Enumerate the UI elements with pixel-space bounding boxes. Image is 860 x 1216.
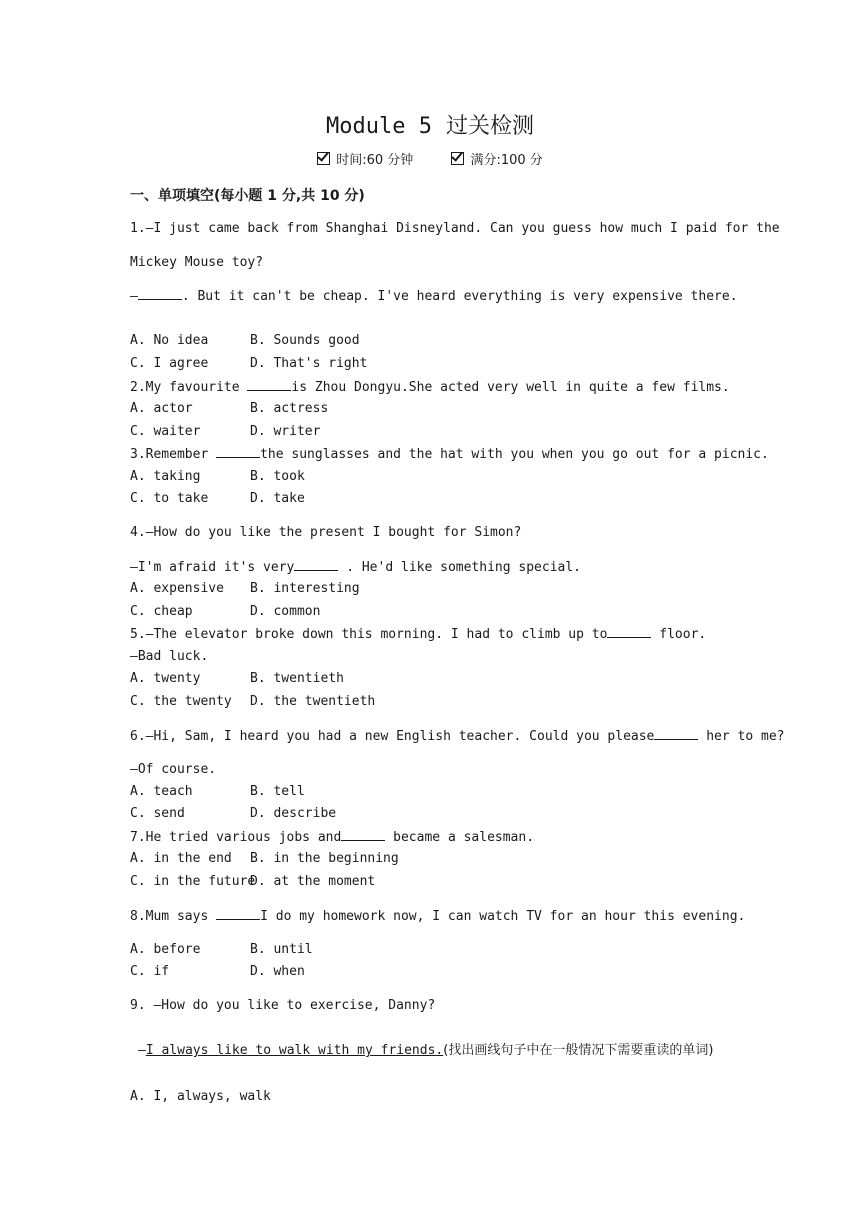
q7-options-row2: [130, 873, 376, 891]
q9-stem: 9. —How do you like to exercise, Danny?: [130, 998, 436, 1013]
exam-time: 时间:60 分钟: [336, 153, 414, 168]
exam-title: [0, 113, 860, 141]
q1-answer-line: — . But it can't be cheap. I've heard everything is very expensive there.: [130, 289, 738, 304]
q5-options-row2: [130, 693, 376, 711]
exam-meta: [0, 151, 860, 171]
answer-blank: [341, 828, 385, 841]
title-chinese: 过关检测: [445, 114, 534, 139]
option-d: D. That's right: [250, 356, 368, 371]
option-b: B. actress: [250, 401, 329, 416]
option-c: C. I agree: [130, 356, 209, 371]
answer-blank: [607, 625, 651, 638]
option-a: A. I, always, walk: [130, 1089, 271, 1104]
q4-options-row1: [130, 580, 360, 598]
q7-stem: 7.He tried various jobs and became a salesman.: [130, 830, 535, 845]
option-d: D. at the moment: [250, 874, 376, 889]
option-b: B. tell: [250, 784, 305, 799]
option-c: C. if: [130, 964, 170, 979]
option-c: C. in the future: [130, 874, 256, 889]
q5-reply: —Bad luck.: [130, 649, 209, 664]
q4-stem: 4.—How do you like the present I bought for Simon?: [130, 525, 522, 540]
option-a: A. taking: [130, 469, 201, 484]
answer-blank: [216, 907, 260, 920]
q1-options-row1: [130, 332, 360, 350]
q7-options-row1: [130, 850, 399, 868]
option-a: A. twenty: [130, 671, 201, 686]
q3-options-row2: [130, 490, 305, 508]
answer-blank: [138, 287, 182, 300]
q3-stem: 3.Remember the sunglasses and the hat with you when you go out for a picnic.: [130, 447, 769, 462]
option-d: D. writer: [250, 424, 321, 439]
underlined-sentence: I always like to walk with my friends.: [145, 1043, 444, 1058]
q6-options-row2: [130, 805, 337, 823]
exam-score: 满分:100 分: [470, 153, 543, 168]
option-a: A. teach: [130, 784, 193, 799]
q5-options-row1: [130, 670, 344, 688]
option-b: B. Sounds good: [250, 333, 360, 348]
q1-options-row2: [130, 355, 368, 373]
q8-options-row2: [130, 963, 305, 981]
section-heading: 一、单项填空(每小题 1 分,共 10 分): [130, 188, 365, 204]
option-d: D. common: [250, 604, 321, 619]
option-c: C. send: [130, 806, 185, 821]
q9-reply: —I always like to walk with my friends.(找出画线句子中在一般情况下需要重读的单词): [138, 1043, 714, 1058]
option-c: C. to take: [130, 491, 209, 506]
answer-blank: [294, 558, 338, 571]
option-d: D. take: [250, 491, 305, 506]
option-d: D. when: [250, 964, 305, 979]
q9-instruction: (找出画线句子中在一般情况下需要重读的单词): [443, 1043, 714, 1058]
title-module: Module 5: [326, 114, 432, 139]
option-b: B. until: [250, 942, 313, 957]
q9-options-row1: [130, 1088, 271, 1106]
q2-options-row1: [130, 400, 329, 418]
option-c: C. the twenty: [130, 694, 232, 709]
option-a: A. in the end: [130, 851, 232, 866]
checkbox-icon: [451, 152, 464, 165]
q8-options-row1: [130, 941, 313, 959]
answer-blank: [654, 727, 698, 740]
option-a: A. expensive: [130, 581, 224, 596]
q1-stem-line2: Mickey Mouse toy?: [130, 255, 264, 270]
option-a: A. No idea: [130, 333, 209, 348]
option-c: C. cheap: [130, 604, 193, 619]
option-b: B. twentieth: [250, 671, 344, 686]
q3-options-row1: [130, 468, 305, 486]
q2-options-row2: [130, 423, 321, 441]
answer-blank: [247, 378, 291, 391]
q6-options-row1: [130, 783, 305, 801]
option-a: A. before: [130, 942, 201, 957]
option-a: A. actor: [130, 401, 193, 416]
option-b: B. in the beginning: [250, 851, 399, 866]
q4-answer-line: —I'm afraid it's very . He'd like something special.: [130, 560, 582, 575]
q6-stem: 6.—Hi, Sam, I heard you had a new English teacher. Could you please her to me?: [130, 729, 785, 744]
checkbox-icon: [317, 152, 330, 165]
q4-options-row2: [130, 603, 321, 621]
q1-stem-line1: 1.—I just came back from Shanghai Disneyland. Can you guess how much I paid for the: [130, 221, 780, 236]
answer-blank: [216, 445, 260, 458]
option-c: C. waiter: [130, 424, 201, 439]
option-d: D. the twentieth: [250, 694, 376, 709]
option-b: B. took: [250, 469, 305, 484]
option-d: D. describe: [250, 806, 337, 821]
q6-reply: —Of course.: [130, 762, 217, 777]
q2-stem: 2.My favourite is Zhou Dongyu.She acted very well in quite a few films.: [130, 380, 730, 395]
q8-stem: 8.Mum says I do my homework now, I can watch TV for an hour this evening.: [130, 909, 746, 924]
q5-stem: 5.—The elevator broke down this morning. I had to climb up to floor.: [130, 627, 707, 642]
option-b: B. interesting: [250, 581, 360, 596]
